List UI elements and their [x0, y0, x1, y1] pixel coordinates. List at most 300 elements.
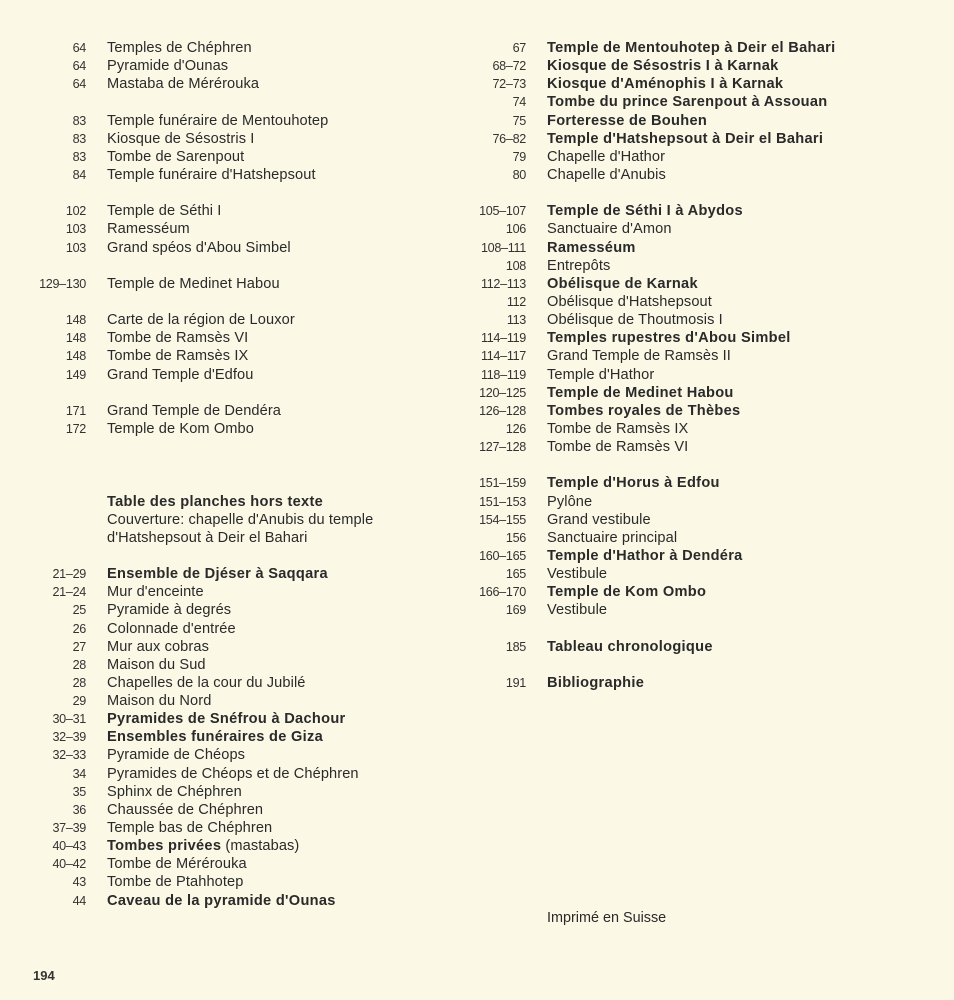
- index-row: [440, 529, 954, 547]
- title-text: Temples rupestres d'Abou Simbel: [547, 330, 791, 347]
- index-row: [0, 746, 470, 764]
- plate-number: 32–33: [52, 748, 86, 763]
- plate-number: [0, 529, 107, 547]
- plate-title: [547, 347, 731, 365]
- section-heading: [107, 892, 336, 910]
- index-row: [0, 837, 470, 855]
- plate-number: 148: [65, 313, 86, 328]
- plate-number: 26: [72, 621, 86, 636]
- title-text: Temple d'Horus à Edfou: [547, 475, 720, 492]
- plate-number: 29: [72, 694, 86, 709]
- title-text: Chaussée de Chéphren: [107, 801, 264, 818]
- plate-title: [107, 656, 206, 674]
- plate-number: 185: [505, 639, 526, 654]
- title-text: d'Hatshepsout à Deir el Bahari: [107, 529, 308, 546]
- index-row: [0, 601, 470, 619]
- index-row: [440, 674, 954, 692]
- index-row: [0, 239, 470, 257]
- plate-title: [107, 329, 248, 347]
- index-row: [440, 547, 954, 565]
- index-row: [0, 202, 470, 220]
- section-heading: [107, 728, 323, 746]
- plate-number: 36: [72, 802, 86, 817]
- title-text: Tombe de Ramsès VI: [547, 439, 689, 456]
- index-row: [0, 148, 470, 166]
- plate-title: [547, 311, 723, 329]
- index-row: [440, 329, 954, 347]
- plate-title: [547, 438, 688, 456]
- title-text: Carte de la région de Louxor: [107, 312, 295, 329]
- title-text: Sanctuaire principal: [547, 529, 678, 546]
- plate-title: [107, 511, 373, 529]
- plate-number: 127–128: [479, 440, 526, 455]
- plate-number: 64: [72, 59, 86, 74]
- plate-number: 83: [72, 131, 86, 146]
- plate-number: 28: [72, 675, 86, 690]
- plate-title: [107, 873, 244, 891]
- plate-number: 74: [512, 95, 526, 110]
- index-row: [440, 511, 954, 529]
- index-row: [440, 220, 954, 238]
- plate-number: 126: [505, 421, 526, 436]
- section-heading: [547, 57, 779, 75]
- plate-number: 21–24: [52, 585, 86, 600]
- title-text: Vestibule: [547, 602, 608, 619]
- plate-number: 149: [65, 367, 86, 382]
- plate-number: 120–125: [479, 385, 526, 400]
- title-text: Bibliographie: [547, 674, 645, 691]
- plate-number: 67: [512, 41, 526, 55]
- title-text: Couverture: chapelle d'Anubis du temple: [107, 511, 374, 528]
- section-heading: [107, 837, 299, 855]
- spacer-row: [0, 293, 470, 311]
- index-row: [440, 493, 954, 511]
- plate-title: [107, 620, 236, 638]
- index-row: [0, 583, 470, 601]
- plate-title: [547, 529, 677, 547]
- title-text: Pyramides de Chéops et de Chéphren: [107, 765, 359, 782]
- index-row: [440, 166, 954, 184]
- plate-number: 75: [512, 113, 526, 128]
- section-heading: [547, 202, 743, 220]
- plate-number: 37–39: [52, 821, 86, 836]
- spacer-row: [0, 93, 470, 111]
- title-text: Grand spéos d'Abou Simbel: [107, 239, 291, 256]
- plate-title: [547, 601, 607, 619]
- plate-number: 114–119: [480, 331, 526, 346]
- section-heading: [547, 329, 791, 347]
- plate-number: 35: [72, 784, 86, 799]
- plate-title: [107, 601, 231, 619]
- plate-number: 28: [72, 657, 86, 672]
- section-heading: [547, 402, 740, 420]
- plate-title: [107, 366, 254, 384]
- index-row: [0, 511, 470, 529]
- plate-number: 102: [65, 204, 86, 219]
- title-text: Temple d'Hatshepsout à Deir el Bahari: [547, 130, 824, 147]
- title-text: Pyramide de Chéops: [107, 747, 246, 764]
- plate-title: [547, 493, 592, 511]
- plate-title: [547, 148, 665, 166]
- section-heading: [547, 384, 734, 402]
- index-row: [440, 275, 954, 293]
- title-text: Temple de Kom Ombo: [547, 584, 707, 601]
- title-text: Tombe de Mérérouka: [107, 856, 247, 873]
- plate-number: 30–31: [52, 712, 86, 727]
- index-row: [0, 493, 470, 511]
- index-row: [440, 474, 954, 492]
- plate-number: 79: [512, 149, 526, 164]
- plate-number: 148: [65, 349, 86, 364]
- index-row: [440, 638, 954, 656]
- index-row: [440, 75, 954, 93]
- plate-number: 171: [65, 403, 86, 418]
- index-row: [0, 656, 470, 674]
- section-heading: [547, 547, 743, 565]
- title-text: Temple de Séthi I à Abydos: [547, 203, 743, 220]
- title-text: Chapelle d'Anubis: [547, 166, 666, 183]
- section-heading: [547, 75, 783, 93]
- index-row: [440, 420, 954, 438]
- title-text: Tombe de Ptahhotep: [107, 874, 244, 891]
- plate-number: 156: [505, 530, 526, 545]
- index-row: [0, 420, 470, 438]
- title-text: Tombe de Ramsès IX: [107, 348, 249, 365]
- title-text: Maison du Nord: [107, 693, 212, 710]
- title-text: Obélisque de Karnak: [547, 275, 698, 292]
- title-text: Temple de Kom Ombo: [107, 420, 254, 437]
- plate-number: 40–43: [52, 839, 86, 854]
- plate-title: [107, 801, 263, 819]
- index-row: [440, 93, 954, 111]
- plate-number: 76–82: [492, 131, 526, 146]
- plate-title: [107, 819, 272, 837]
- index-row: [440, 384, 954, 402]
- title-text: Grand vestibule: [547, 511, 651, 528]
- page-number: 194: [33, 968, 55, 983]
- spacer-row: [0, 456, 470, 474]
- section-heading: [547, 638, 713, 656]
- plate-title: [107, 347, 248, 365]
- plate-number: 113: [506, 313, 526, 328]
- spacer-row: [0, 474, 470, 492]
- index-row: [0, 311, 470, 329]
- section-heading: [547, 130, 823, 148]
- plate-number: 68–72: [492, 59, 526, 74]
- section-heading: [547, 239, 636, 257]
- plate-number: 126–128: [479, 403, 526, 418]
- plate-title: [107, 202, 221, 220]
- plate-number: 43: [72, 875, 86, 890]
- title-text: Grand Temple de Ramsès II: [547, 348, 731, 365]
- title-text: Maison du Sud: [107, 656, 206, 673]
- index-row: [0, 783, 470, 801]
- spacer-row: [0, 384, 470, 402]
- spacer-row: [0, 184, 470, 202]
- plate-number: 103: [65, 222, 86, 237]
- plate-number: 108–111: [480, 240, 526, 255]
- title-text: Tombe de Sarenpout: [107, 148, 245, 165]
- plate-title: [107, 112, 328, 130]
- spacer-row: [0, 438, 470, 456]
- title-text: Table des planches hors texte: [107, 493, 324, 510]
- title-text: Pyramide d'Ounas: [107, 58, 229, 75]
- plate-title: [107, 402, 281, 420]
- title-text: Mur aux cobras: [107, 638, 209, 655]
- title-text: Mastaba de Mérérouka: [107, 76, 260, 93]
- title-text: Caveau de la pyramide d'Ounas: [107, 892, 336, 909]
- title-text: Entrepôts: [547, 257, 611, 274]
- index-row: [440, 239, 954, 257]
- index-row: [440, 112, 954, 130]
- index-row: [440, 583, 954, 601]
- plate-title: [107, 57, 228, 75]
- plate-title: [107, 674, 306, 692]
- plate-number: 64: [72, 77, 86, 92]
- plate-title: [107, 166, 316, 184]
- index-row: [0, 710, 470, 728]
- title-text: Kiosque de Sésostris I à Karnak: [547, 58, 779, 75]
- title-text: Temple bas de Chéphren: [107, 820, 273, 837]
- plate-title: [107, 765, 359, 783]
- title-text: Tombes privées: [107, 838, 222, 855]
- title-text: Temple d'Hathor à Dendéra: [547, 547, 743, 564]
- index-row: [440, 347, 954, 365]
- title-text: Obélisque de Thoutmosis I: [547, 312, 723, 329]
- plate-number: 80: [512, 167, 526, 182]
- title-text: Grand Temple de Dendéra: [107, 402, 282, 419]
- plate-number: 129–130: [39, 276, 86, 291]
- title-text: Temple d'Hathor: [547, 366, 655, 383]
- index-row: [0, 855, 470, 873]
- plate-number: [0, 511, 107, 529]
- index-row: [0, 565, 470, 583]
- title-text: Temple de Medinet Habou: [107, 275, 280, 292]
- plate-number: 172: [65, 421, 86, 436]
- plate-title: [547, 565, 607, 583]
- title-text: Ramesséum: [547, 239, 636, 256]
- title-text: Kiosque de Sésostris I: [107, 130, 255, 147]
- title-text: Tombe de Ramsès IX: [547, 420, 689, 437]
- plate-title: [547, 293, 712, 311]
- index-row: [0, 329, 470, 347]
- plate-title: [107, 275, 280, 293]
- index-row: [0, 112, 470, 130]
- index-row: [0, 819, 470, 837]
- plate-number: 106: [505, 222, 526, 237]
- left-column: [0, 39, 470, 910]
- plate-title: [107, 783, 242, 801]
- plate-number: 27: [72, 639, 86, 654]
- index-row: [440, 57, 954, 75]
- plate-title: [107, 746, 245, 764]
- title-text: Vestibule: [547, 566, 608, 583]
- index-row: [0, 75, 470, 93]
- plate-title: [547, 220, 672, 238]
- section-heading: [547, 275, 698, 293]
- index-row: [0, 620, 470, 638]
- section-heading: [547, 112, 707, 130]
- title-text: Obélisque d'Hatshepsout: [547, 293, 712, 310]
- plate-number: 148: [65, 331, 86, 346]
- spacer-row: [440, 456, 954, 474]
- plate-number: 118–119: [480, 367, 526, 382]
- plate-title: [107, 855, 247, 873]
- title-text: Temple funéraire d'Hatshepsout: [107, 166, 316, 183]
- index-row: [0, 366, 470, 384]
- plate-number: 105–107: [479, 204, 526, 219]
- plate-title: [107, 39, 252, 57]
- title-text: Forteresse de Bouhen: [547, 112, 708, 129]
- title-text: Chapelle d'Hathor: [547, 148, 666, 165]
- index-row: [0, 220, 470, 238]
- plate-number: 21–29: [52, 567, 86, 582]
- index-row: [440, 366, 954, 384]
- index-row: [0, 765, 470, 783]
- plate-number: 169: [505, 603, 526, 618]
- index-row: [0, 674, 470, 692]
- plate-number: 191: [505, 675, 526, 690]
- title-text: Pylône: [547, 493, 593, 510]
- plate-number: 44: [72, 893, 86, 908]
- index-row: [0, 892, 470, 910]
- title-text: Ensemble de Djéser à Saqqara: [107, 566, 328, 583]
- section-heading: [547, 583, 706, 601]
- index-row: [0, 275, 470, 293]
- spacer-row: [440, 656, 954, 674]
- plate-title: [107, 130, 254, 148]
- plate-title: [547, 420, 688, 438]
- title-text: Tombes royales de Thèbes: [547, 402, 741, 419]
- spacer-row: [440, 620, 954, 638]
- plate-number: 32–39: [52, 730, 86, 745]
- spacer-row: [0, 547, 470, 565]
- index-row: [440, 565, 954, 583]
- index-row: [0, 347, 470, 365]
- index-row: [0, 873, 470, 891]
- title-text: Temple de Mentouhotep à Deir el Bahari: [547, 40, 836, 56]
- index-row: [440, 148, 954, 166]
- title-text: Ramesséum: [107, 221, 190, 238]
- plate-number: 151–153: [479, 494, 526, 509]
- index-row: [440, 202, 954, 220]
- plate-number: 40–42: [52, 857, 86, 872]
- plate-title: [107, 529, 307, 547]
- index-row: [0, 728, 470, 746]
- plate-title: [107, 583, 204, 601]
- index-row: [440, 293, 954, 311]
- plate-number: 112–113: [480, 276, 526, 291]
- section-heading: [107, 493, 323, 511]
- plate-title: [547, 366, 654, 384]
- title-text: Tombe de Ramsès VI: [107, 330, 249, 347]
- plate-title: [107, 311, 295, 329]
- plate-number: 103: [65, 240, 86, 255]
- index-row: [440, 438, 954, 456]
- plate-number: 166–170: [479, 585, 526, 600]
- spacer-row: [440, 184, 954, 202]
- plate-title: [547, 511, 651, 529]
- title-text: Mur d'enceinte: [107, 584, 204, 601]
- plate-title: [547, 257, 610, 275]
- title-text: Sanctuaire d'Amon: [547, 221, 672, 238]
- index-row: [440, 257, 954, 275]
- plate-title: [547, 166, 666, 184]
- index-row: [0, 130, 470, 148]
- title-text: Temples de Chéphren: [107, 40, 252, 56]
- index-row: [0, 39, 470, 57]
- plate-number: 154–155: [479, 512, 526, 527]
- title-text: Temple funéraire de Mentouhotep: [107, 112, 329, 129]
- printed-in-note: Imprimé en Suisse: [547, 910, 667, 926]
- title-text: Ensembles funéraires de Giza: [107, 729, 324, 746]
- plate-title: [107, 220, 190, 238]
- index-row: [440, 130, 954, 148]
- section-heading: [547, 674, 644, 692]
- plate-number: 83: [72, 149, 86, 164]
- title-text: Tableau chronologique: [547, 638, 713, 655]
- title-text: Kiosque d'Aménophis I à Karnak: [547, 76, 784, 93]
- plate-title: [107, 75, 259, 93]
- section-heading: [547, 39, 835, 57]
- section-heading: [547, 474, 720, 492]
- plate-title: [107, 692, 211, 710]
- title-text: Sphinx de Chéphren: [107, 783, 242, 800]
- plate-title: [107, 638, 209, 656]
- plate-number: 151–159: [479, 476, 526, 491]
- index-row: [0, 692, 470, 710]
- plate-number: 84: [72, 167, 86, 182]
- plate-number: 108: [505, 258, 526, 273]
- plate-number: 25: [72, 603, 86, 618]
- index-row: [0, 402, 470, 420]
- section-heading: [107, 565, 328, 583]
- title-text: Grand Temple d'Edfou: [107, 366, 254, 383]
- title-text: Pyramides de Snéfrou à Dachour: [107, 711, 346, 728]
- index-row: [0, 529, 470, 547]
- plate-number: 72–73: [492, 77, 526, 92]
- index-row: [0, 166, 470, 184]
- title-text: Chapelles de la cour du Jubilé: [107, 674, 306, 691]
- index-row: [0, 801, 470, 819]
- title-text: Colonnade d'entrée: [107, 620, 236, 637]
- plate-title: [107, 148, 244, 166]
- title-suffix: (mastabas): [221, 838, 300, 855]
- plate-number: 34: [72, 766, 86, 781]
- title-text: Temple de Medinet Habou: [547, 384, 734, 401]
- section-heading: [547, 93, 828, 111]
- title-text: Tombe du prince Sarenpout à Assouan: [547, 94, 828, 111]
- section-heading: [107, 710, 346, 728]
- plate-number: 165: [505, 567, 526, 582]
- index-row: [440, 311, 954, 329]
- plate-title: [107, 239, 291, 257]
- index-row: [440, 39, 954, 57]
- plate-number: 114–117: [480, 349, 526, 364]
- plate-number: 83: [72, 113, 86, 128]
- plate-number: 64: [72, 41, 86, 55]
- plate-number: 112: [506, 294, 526, 309]
- spacer-row: [0, 257, 470, 275]
- title-text: Temple de Séthi I: [107, 203, 222, 220]
- index-row: [0, 57, 470, 75]
- title-text: Pyramide à degrés: [107, 602, 232, 619]
- plate-number: [0, 493, 107, 511]
- index-row: [440, 402, 954, 420]
- index-row: [440, 601, 954, 619]
- index-row: [0, 638, 470, 656]
- plate-number: 160–165: [479, 548, 526, 563]
